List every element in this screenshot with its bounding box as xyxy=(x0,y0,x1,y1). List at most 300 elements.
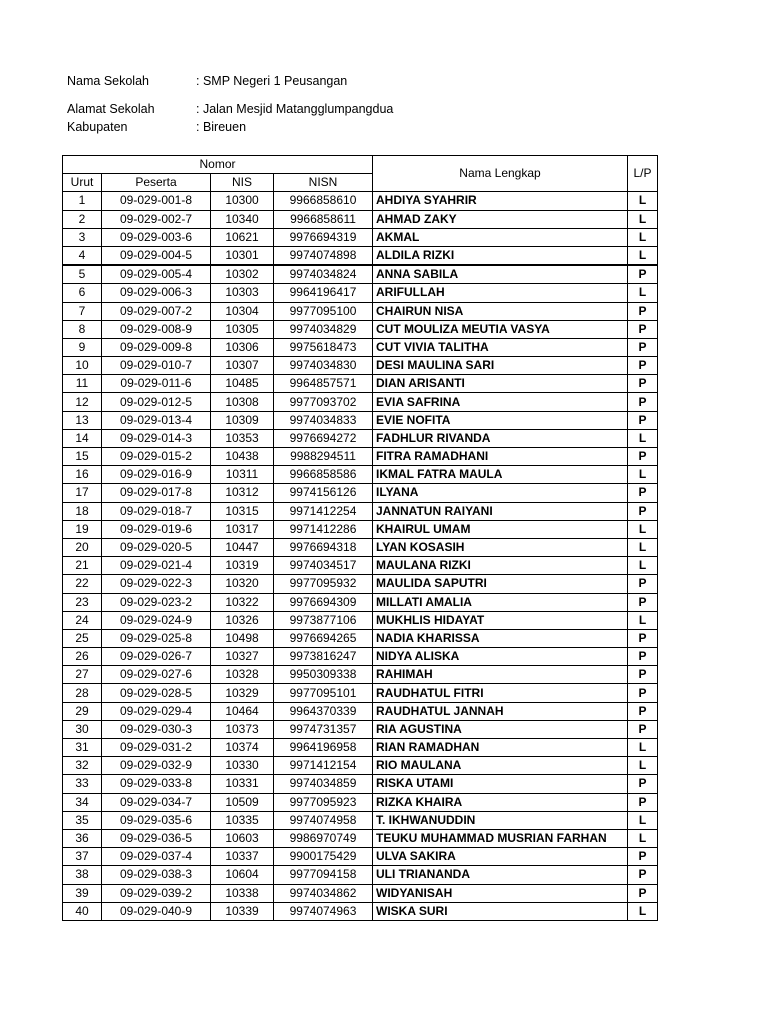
cell-lp: P xyxy=(628,593,658,611)
table-row xyxy=(63,357,658,375)
cell-nisn: 9988294511 xyxy=(274,448,373,466)
cell-peserta: 09-029-039-2 xyxy=(102,884,211,902)
table-header xyxy=(63,156,658,192)
cell-nama-lengkap: TEUKU MUHAMMAD MUSRIAN FARHAN xyxy=(373,829,628,847)
cell-nis: 10322 xyxy=(211,593,274,611)
cell-nisn: 9974156126 xyxy=(274,484,373,502)
cell-nis: 10498 xyxy=(211,629,274,647)
district-label: Kabupaten xyxy=(67,120,128,134)
cell-nis: 10621 xyxy=(211,228,274,246)
header-nama-lengkap: Nama Lengkap xyxy=(373,156,628,192)
cell-nis: 10509 xyxy=(211,793,274,811)
cell-nis: 10337 xyxy=(211,848,274,866)
cell-lp: L xyxy=(628,228,658,246)
cell-nis: 10373 xyxy=(211,720,274,738)
cell-urut: 26 xyxy=(63,648,102,666)
cell-lp: P xyxy=(628,357,658,375)
cell-nama-lengkap: JANNATUN RAIYANI xyxy=(373,502,628,520)
school-name-label: Nama Sekolah xyxy=(67,74,149,88)
cell-nisn: 9974731357 xyxy=(274,720,373,738)
cell-lp: P xyxy=(628,338,658,356)
cell-lp: P xyxy=(628,629,658,647)
cell-nis: 10301 xyxy=(211,246,274,265)
cell-peserta: 09-029-030-3 xyxy=(102,720,211,738)
cell-nis: 10464 xyxy=(211,702,274,720)
cell-nis: 10339 xyxy=(211,902,274,920)
cell-lp: L xyxy=(628,611,658,629)
cell-urut: 1 xyxy=(63,192,102,210)
cell-nama-lengkap: MAULANA RIZKI xyxy=(373,557,628,575)
cell-peserta: 09-029-016-9 xyxy=(102,466,211,484)
cell-peserta: 09-029-013-4 xyxy=(102,411,211,429)
cell-nisn: 9900175429 xyxy=(274,848,373,866)
cell-nisn: 9973877106 xyxy=(274,611,373,629)
cell-urut: 16 xyxy=(63,466,102,484)
cell-peserta: 09-029-007-2 xyxy=(102,302,211,320)
cell-urut: 11 xyxy=(63,375,102,393)
cell-lp: P xyxy=(628,393,658,411)
cell-urut: 30 xyxy=(63,720,102,738)
cell-nis: 10307 xyxy=(211,357,274,375)
cell-urut: 20 xyxy=(63,538,102,556)
cell-lp: P xyxy=(628,502,658,520)
cell-peserta: 09-029-015-2 xyxy=(102,448,211,466)
cell-lp: P xyxy=(628,302,658,320)
cell-nama-lengkap: RISKA UTAMI xyxy=(373,775,628,793)
district-row xyxy=(67,118,393,136)
cell-nisn: 9974034830 xyxy=(274,357,373,375)
cell-nama-lengkap: CHAIRUN NISA xyxy=(373,302,628,320)
header-urut: Urut xyxy=(63,174,102,192)
cell-nis: 10335 xyxy=(211,811,274,829)
cell-peserta: 09-029-002-7 xyxy=(102,210,211,228)
cell-urut: 32 xyxy=(63,757,102,775)
school-name-value: : SMP Negeri 1 Peusangan xyxy=(196,74,348,88)
cell-nama-lengkap: WIDYANISAH xyxy=(373,884,628,902)
cell-urut: 21 xyxy=(63,557,102,575)
table-row xyxy=(63,429,658,447)
cell-nisn: 9974074898 xyxy=(274,246,373,265)
table-row xyxy=(63,793,658,811)
cell-lp: L xyxy=(628,429,658,447)
cell-urut: 29 xyxy=(63,702,102,720)
cell-nis: 10438 xyxy=(211,448,274,466)
cell-nama-lengkap: RAHIMAH xyxy=(373,666,628,684)
cell-nis: 10485 xyxy=(211,375,274,393)
cell-nama-lengkap: NIDYA ALISKA xyxy=(373,648,628,666)
cell-peserta: 09-029-029-4 xyxy=(102,702,211,720)
table-row xyxy=(63,557,658,575)
cell-nis: 10328 xyxy=(211,666,274,684)
cell-nama-lengkap: EVIA SAFRINA xyxy=(373,393,628,411)
cell-nis: 10303 xyxy=(211,284,274,302)
cell-peserta: 09-029-024-9 xyxy=(102,611,211,629)
table-row xyxy=(63,246,658,265)
table-row xyxy=(63,411,658,429)
school-info xyxy=(67,72,393,136)
cell-nis: 10306 xyxy=(211,338,274,356)
table-row xyxy=(63,757,658,775)
cell-lp: P xyxy=(628,684,658,702)
cell-peserta: 09-029-038-3 xyxy=(102,866,211,884)
cell-lp: P xyxy=(628,575,658,593)
cell-nis: 10327 xyxy=(211,648,274,666)
cell-nisn: 9976694265 xyxy=(274,629,373,647)
cell-urut: 33 xyxy=(63,775,102,793)
table-row xyxy=(63,593,658,611)
table-row xyxy=(63,666,658,684)
cell-peserta: 09-029-027-6 xyxy=(102,666,211,684)
header-nomor: Nomor xyxy=(63,156,373,174)
cell-nisn: 9974034862 xyxy=(274,884,373,902)
cell-nama-lengkap: DIAN ARISANTI xyxy=(373,375,628,393)
cell-peserta: 09-029-035-6 xyxy=(102,811,211,829)
header-nisn: NISN xyxy=(274,174,373,192)
table-row xyxy=(63,466,658,484)
cell-nisn: 9976694319 xyxy=(274,228,373,246)
cell-peserta: 09-029-028-5 xyxy=(102,684,211,702)
cell-nis: 10315 xyxy=(211,502,274,520)
cell-urut: 13 xyxy=(63,411,102,429)
cell-peserta: 09-029-006-3 xyxy=(102,284,211,302)
cell-nama-lengkap: CUT MOULIZA MEUTIA VASYA xyxy=(373,320,628,338)
cell-nama-lengkap: AHMAD ZAKY xyxy=(373,210,628,228)
cell-peserta: 09-029-033-8 xyxy=(102,775,211,793)
cell-urut: 3 xyxy=(63,228,102,246)
cell-nisn: 9966858611 xyxy=(274,210,373,228)
cell-peserta: 09-029-012-5 xyxy=(102,393,211,411)
cell-nis: 10305 xyxy=(211,320,274,338)
cell-nisn: 9964370339 xyxy=(274,702,373,720)
cell-nama-lengkap: ALDILA RIZKI xyxy=(373,246,628,265)
cell-nama-lengkap: NADIA KHARISSA xyxy=(373,629,628,647)
header-peserta: Peserta xyxy=(102,174,211,192)
cell-nama-lengkap: MILLATI AMALIA xyxy=(373,593,628,611)
cell-urut: 36 xyxy=(63,829,102,847)
cell-nama-lengkap: ILYANA xyxy=(373,484,628,502)
cell-nisn: 9976694318 xyxy=(274,538,373,556)
cell-peserta: 09-029-020-5 xyxy=(102,538,211,556)
cell-peserta: 09-029-014-3 xyxy=(102,429,211,447)
table-row xyxy=(63,629,658,647)
cell-nama-lengkap: FITRA RAMADHANI xyxy=(373,448,628,466)
cell-nisn: 9974074958 xyxy=(274,811,373,829)
cell-lp: L xyxy=(628,811,658,829)
cell-nisn: 9974074963 xyxy=(274,902,373,920)
cell-lp: P xyxy=(628,720,658,738)
school-address-label: Alamat Sekolah xyxy=(67,102,155,116)
cell-nama-lengkap: RIO MAULANA xyxy=(373,757,628,775)
table-row xyxy=(63,320,658,338)
cell-lp: P xyxy=(628,848,658,866)
cell-lp: P xyxy=(628,648,658,666)
table-row xyxy=(63,684,658,702)
table-row xyxy=(63,884,658,902)
table-row xyxy=(63,265,658,284)
cell-peserta: 09-029-037-4 xyxy=(102,848,211,866)
cell-peserta: 09-029-004-5 xyxy=(102,246,211,265)
table-row xyxy=(63,739,658,757)
cell-nisn: 9976694272 xyxy=(274,429,373,447)
cell-nisn: 9977095932 xyxy=(274,575,373,593)
cell-lp: L xyxy=(628,557,658,575)
cell-nis: 10300 xyxy=(211,192,274,210)
table-row xyxy=(63,210,658,228)
cell-peserta: 09-029-021-4 xyxy=(102,557,211,575)
cell-nama-lengkap: ARIFULLAH xyxy=(373,284,628,302)
table-row xyxy=(63,720,658,738)
cell-nis: 10312 xyxy=(211,484,274,502)
cell-nis: 10331 xyxy=(211,775,274,793)
cell-urut: 5 xyxy=(63,265,102,284)
cell-nama-lengkap: AHDIYA SYAHRIR xyxy=(373,192,628,210)
table-row xyxy=(63,284,658,302)
cell-lp: P xyxy=(628,375,658,393)
cell-urut: 38 xyxy=(63,866,102,884)
cell-urut: 25 xyxy=(63,629,102,647)
cell-nis: 10353 xyxy=(211,429,274,447)
table-row xyxy=(63,228,658,246)
cell-lp: P xyxy=(628,866,658,884)
cell-nisn: 9977093702 xyxy=(274,393,373,411)
cell-urut: 8 xyxy=(63,320,102,338)
cell-nisn: 9974034859 xyxy=(274,775,373,793)
cell-nisn: 9964196958 xyxy=(274,739,373,757)
cell-urut: 27 xyxy=(63,666,102,684)
cell-nis: 10338 xyxy=(211,884,274,902)
cell-peserta: 09-029-023-2 xyxy=(102,593,211,611)
cell-nis: 10309 xyxy=(211,411,274,429)
cell-nisn: 9974034833 xyxy=(274,411,373,429)
table-row xyxy=(63,192,658,210)
cell-nisn: 9964196417 xyxy=(274,284,373,302)
cell-urut: 7 xyxy=(63,302,102,320)
school-address-value: : Jalan Mesjid Matangglumpangdua xyxy=(196,102,394,116)
cell-nama-lengkap: T. IKHWANUDDIN xyxy=(373,811,628,829)
cell-nama-lengkap: RAUDHATUL FITRI xyxy=(373,684,628,702)
cell-nisn: 9973816247 xyxy=(274,648,373,666)
cell-lp: P xyxy=(628,320,658,338)
cell-nisn: 9950309338 xyxy=(274,666,373,684)
cell-peserta: 09-029-017-8 xyxy=(102,484,211,502)
cell-urut: 22 xyxy=(63,575,102,593)
cell-nis: 10374 xyxy=(211,739,274,757)
cell-peserta: 09-029-022-3 xyxy=(102,575,211,593)
table-row xyxy=(63,575,658,593)
cell-lp: L xyxy=(628,520,658,538)
cell-nama-lengkap: ULVA SAKIRA xyxy=(373,848,628,866)
cell-urut: 18 xyxy=(63,502,102,520)
table-row xyxy=(63,611,658,629)
cell-nama-lengkap: ULI TRIANANDA xyxy=(373,866,628,884)
cell-nis: 10447 xyxy=(211,538,274,556)
cell-nis: 10302 xyxy=(211,265,274,284)
header-lp: L/P xyxy=(628,156,658,192)
cell-nis: 10326 xyxy=(211,611,274,629)
cell-peserta: 09-029-031-2 xyxy=(102,739,211,757)
table-row xyxy=(63,848,658,866)
cell-urut: 23 xyxy=(63,593,102,611)
cell-urut: 28 xyxy=(63,684,102,702)
cell-nama-lengkap: RIZKA KHAIRA xyxy=(373,793,628,811)
cell-nama-lengkap: WISKA SURI xyxy=(373,902,628,920)
cell-nisn: 9974034829 xyxy=(274,320,373,338)
table-row xyxy=(63,375,658,393)
cell-peserta: 09-029-011-6 xyxy=(102,375,211,393)
cell-peserta: 09-029-025-8 xyxy=(102,629,211,647)
cell-peserta: 09-029-019-6 xyxy=(102,520,211,538)
cell-urut: 17 xyxy=(63,484,102,502)
cell-lp: P xyxy=(628,884,658,902)
cell-peserta: 09-029-003-6 xyxy=(102,228,211,246)
table-row xyxy=(63,448,658,466)
table-row xyxy=(63,829,658,847)
cell-nisn: 9977095923 xyxy=(274,793,373,811)
cell-lp: L xyxy=(628,284,658,302)
cell-nisn: 9974034824 xyxy=(274,265,373,284)
cell-lp: L xyxy=(628,757,658,775)
cell-peserta: 09-029-009-8 xyxy=(102,338,211,356)
cell-nisn: 9977094158 xyxy=(274,866,373,884)
cell-nama-lengkap: FADHLUR RIVANDA xyxy=(373,429,628,447)
school-address-row xyxy=(67,100,393,118)
cell-urut: 34 xyxy=(63,793,102,811)
cell-nama-lengkap: AKMAL xyxy=(373,228,628,246)
cell-nisn: 9986970749 xyxy=(274,829,373,847)
cell-lp: P xyxy=(628,702,658,720)
cell-nis: 10317 xyxy=(211,520,274,538)
school-name-row xyxy=(67,72,393,90)
cell-urut: 4 xyxy=(63,246,102,265)
table-row xyxy=(63,775,658,793)
cell-nisn: 9964857571 xyxy=(274,375,373,393)
table-body xyxy=(63,192,658,921)
table-row xyxy=(63,902,658,920)
table-row xyxy=(63,338,658,356)
table-row xyxy=(63,484,658,502)
cell-nisn: 9976694309 xyxy=(274,593,373,611)
cell-peserta: 09-029-018-7 xyxy=(102,502,211,520)
cell-nama-lengkap: MUKHLIS HIDAYAT xyxy=(373,611,628,629)
cell-peserta: 09-029-034-7 xyxy=(102,793,211,811)
cell-peserta: 09-029-026-7 xyxy=(102,648,211,666)
cell-nisn: 9975618473 xyxy=(274,338,373,356)
cell-nisn: 9966858586 xyxy=(274,466,373,484)
cell-peserta: 09-029-032-9 xyxy=(102,757,211,775)
cell-urut: 31 xyxy=(63,739,102,757)
cell-urut: 39 xyxy=(63,884,102,902)
cell-urut: 15 xyxy=(63,448,102,466)
cell-lp: L xyxy=(628,210,658,228)
cell-urut: 9 xyxy=(63,338,102,356)
table-row xyxy=(63,866,658,884)
cell-lp: P xyxy=(628,666,658,684)
cell-nama-lengkap: CUT VIVIA TALITHA xyxy=(373,338,628,356)
cell-nisn: 9971412254 xyxy=(274,502,373,520)
cell-nis: 10329 xyxy=(211,684,274,702)
cell-urut: 10 xyxy=(63,357,102,375)
cell-peserta: 09-029-036-5 xyxy=(102,829,211,847)
table-row xyxy=(63,648,658,666)
cell-nis: 10604 xyxy=(211,866,274,884)
cell-lp: P xyxy=(628,793,658,811)
table-row xyxy=(63,393,658,411)
table-row xyxy=(63,502,658,520)
student-roster-table xyxy=(62,155,658,921)
cell-nama-lengkap: RAUDHATUL JANNAH xyxy=(373,702,628,720)
cell-lp: P xyxy=(628,775,658,793)
cell-nama-lengkap: LYAN KOSASIH xyxy=(373,538,628,556)
cell-urut: 35 xyxy=(63,811,102,829)
table-row xyxy=(63,811,658,829)
cell-lp: P xyxy=(628,411,658,429)
cell-nisn: 9974034517 xyxy=(274,557,373,575)
cell-nis: 10319 xyxy=(211,557,274,575)
cell-nisn: 9971412154 xyxy=(274,757,373,775)
district-value: : Bireuen xyxy=(196,120,247,134)
cell-nis: 10340 xyxy=(211,210,274,228)
cell-peserta: 09-029-008-9 xyxy=(102,320,211,338)
cell-nis: 10311 xyxy=(211,466,274,484)
cell-nis: 10330 xyxy=(211,757,274,775)
table-row xyxy=(63,702,658,720)
cell-lp: L xyxy=(628,829,658,847)
cell-nama-lengkap: IKMAL FATRA MAULA xyxy=(373,466,628,484)
cell-nisn: 9977095101 xyxy=(274,684,373,702)
cell-lp: P xyxy=(628,265,658,284)
cell-nisn: 9971412286 xyxy=(274,520,373,538)
cell-nama-lengkap: MAULIDA SAPUTRI xyxy=(373,575,628,593)
cell-lp: L xyxy=(628,739,658,757)
cell-urut: 2 xyxy=(63,210,102,228)
cell-nis: 10320 xyxy=(211,575,274,593)
cell-nama-lengkap: DESI MAULINA SARI xyxy=(373,357,628,375)
cell-urut: 24 xyxy=(63,611,102,629)
cell-lp: P xyxy=(628,448,658,466)
cell-nama-lengkap: EVIE NOFITA xyxy=(373,411,628,429)
table-row xyxy=(63,538,658,556)
cell-nis: 10603 xyxy=(211,829,274,847)
cell-lp: L xyxy=(628,192,658,210)
cell-urut: 6 xyxy=(63,284,102,302)
table-row xyxy=(63,302,658,320)
cell-nama-lengkap: KHAIRUL UMAM xyxy=(373,520,628,538)
cell-urut: 37 xyxy=(63,848,102,866)
cell-lp: P xyxy=(628,484,658,502)
cell-urut: 40 xyxy=(63,902,102,920)
cell-lp: L xyxy=(628,246,658,265)
cell-urut: 14 xyxy=(63,429,102,447)
cell-urut: 12 xyxy=(63,393,102,411)
cell-nis: 10308 xyxy=(211,393,274,411)
header-nis: NIS xyxy=(211,174,274,192)
cell-nisn: 9977095100 xyxy=(274,302,373,320)
cell-peserta: 09-029-010-7 xyxy=(102,357,211,375)
cell-nisn: 9966858610 xyxy=(274,192,373,210)
cell-nama-lengkap: RIA AGUSTINA xyxy=(373,720,628,738)
cell-lp: L xyxy=(628,902,658,920)
cell-lp: L xyxy=(628,538,658,556)
cell-peserta: 09-029-001-8 xyxy=(102,192,211,210)
cell-lp: L xyxy=(628,466,658,484)
table-row xyxy=(63,520,658,538)
cell-nis: 10304 xyxy=(211,302,274,320)
cell-nama-lengkap: ANNA SABILA xyxy=(373,265,628,284)
cell-peserta: 09-029-005-4 xyxy=(102,265,211,284)
cell-urut: 19 xyxy=(63,520,102,538)
cell-peserta: 09-029-040-9 xyxy=(102,902,211,920)
cell-nama-lengkap: RIAN RAMADHAN xyxy=(373,739,628,757)
